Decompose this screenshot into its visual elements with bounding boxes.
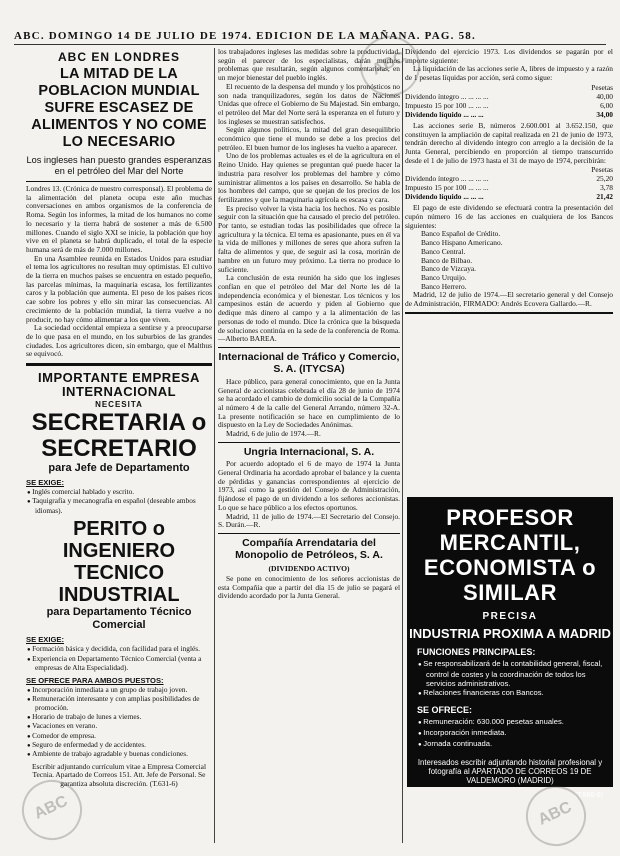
- ad-needs: PRECISA: [482, 611, 538, 622]
- article-paragraph: El recuento de la despensa del mundo y los pronósticos no son nada tranquilizadores, según los datos de Naciones Unidas que ofrece el Gobierno de Su Majestad. Sin embargo, el petróleo del Mar del Norte será la esperanza en el futuro y los ingleses se muestran satisfechos.: [218, 81, 400, 126]
- article-paragraph: los trabajadores ingleses las medidas sobre la productividad, según el parecer de los especialistas, darán muchos problemas que resultarán, según algunos comentaristas, en un mejor bienestar del pueblo inglés.: [218, 48, 400, 83]
- article-paragraph: Uno de los problemas actuales es el de la agricultura en el Reino Unido. Hay quienes se preguntan qué puede hacer la industria para resolver los problemas del hambre y cómo suministrar alimentos a los países en desarrollo. Se habla de los hombres del campo, que se quejan de los precios de los fertilizantes y que la maquinaria agrícola es escasa y cara.: [218, 151, 400, 204]
- ad-role-engineer: PERITO o INGENIERO TECNICO INDUSTRIAL: [58, 518, 180, 607]
- divider: [218, 442, 400, 443]
- ad-company: INDUSTRIA PROXIMA A MADRID: [409, 626, 611, 641]
- ad-contact: Interesados escribir adjuntando historial profesional y fotografía al APARTADO DE CORREOS 19 DE VALDEMORO (MADRID): [417, 758, 603, 786]
- table-header: Pesetas: [591, 82, 613, 92]
- dividend-intro: Dividendo del ejercicio 1973. Los dividendos se pagarán por el importe siguiente:: [405, 48, 613, 65]
- ad-requirement: ● Taquigrafía y mecanografía en español (deseable ambos idiomas).: [26, 497, 212, 515]
- notice-title: Ungria Internacional, S. A.: [243, 445, 375, 458]
- article-paragraph: En una Asamblee reunida en Estados Unidos para estudiar el tema los agricultores no resultan muy optimistas. El cultivo de la tierra en muchos países se encuentra en estado pequeño, las parcelas mínimas, la maquinaria escasa, los fertilizantes caros y la población que aumenta. El peso de los países ricos cae sobre los pobres y ello sin mirar las consecuencias. Al crecimiento de la población mundial, la tierra vuelve a no producir, no hay cómo alimentar a los que viven.: [26, 253, 212, 324]
- ad-offer-item: ● Comedor de empresa.: [26, 732, 212, 741]
- column-middle: [218, 48, 400, 843]
- ad-offer-item: ● Incorporación inmediata.: [417, 728, 603, 739]
- notice-title: Compañía Arrendataria del Monopolio de Petróleos, S. A.: [235, 536, 383, 562]
- article-paragraph: Según algunos políticos, la mitad del gran desequilibrio económico que tiene el mundo se debe a los precios del petróleo. El buen humor de los ingleses ha vuelto a aparecer.: [218, 125, 400, 152]
- divider: [26, 363, 212, 366]
- table-header: Pesetas: [591, 165, 613, 175]
- dividend-paragraph: Las acciones serie B, números 2.600.001 al 3.652.150, que constituyen la ampliación de capital realizada en 21 de junio de 1973, tendrán derecho al dividendo íntegro con arreglo a la decisión de la Junta General, percibiendo en proporción al tiempo transcurrido desde el 1 de julio de 1973 hasta el 31 de mayo de 1974, percibirán:: [405, 120, 613, 165]
- notice-body: Por acuerdo adoptado el 6 de mayo de 1974 la Junta General Ordinaria ha acordado aprobar el balance y la cuenta de pérdidas y ganancias correspondientes al ejercicio de 1973, así como la gestión del Consejo de Administración, fijándose el pago de un dividendo a los señores accionistas. Lo que se hace público a los efectos oportunos.: [218, 459, 400, 512]
- section-label: ABC EN LONDRES: [57, 50, 180, 64]
- list-item: Banco Herrero.: [421, 281, 467, 291]
- list-item: Banco de Bilbao.: [421, 255, 473, 265]
- ad-requirements-label: SE EXIGE:: [26, 478, 64, 488]
- ad-role-for: para Departamento Técnico Comercial: [46, 606, 192, 632]
- notice-title: Internacional de Tráfico y Comercio, S. A. (ITYCSA): [218, 350, 400, 376]
- ad-requirement: ● Formación básica y decidida, con facilidad para el inglés.: [26, 645, 212, 654]
- ad-offer-item: ● Ambiente de trabajo agradable y buenas condiciones.: [26, 750, 212, 759]
- ad-role-secretary: SECRETARIA o SECRETARIO: [31, 409, 207, 463]
- article-paragraph: Londres 13. (Crónica de nuestro corresponsal). El problema de la alimentación del planeta ocupa este año muchas conversaciones en ambos organismos de la conferencia de Roma. Según los informes, la mitad de los humanos no come lo necesario y la tierra habrá de sostener a más de 6.500 millones. Cuando el siglo XXI se inicie, la población que hoy vive en el planeta se habrá duplicado, el total de la especie humana será de más de 7.000 millones.: [26, 184, 212, 254]
- column-left: [26, 48, 212, 843]
- ad-functions-label: FUNCIONES PRINCIPALES:: [417, 647, 536, 657]
- column-divider: [214, 48, 215, 843]
- dividend-signature: Madrid, 12 de julio de 1974.—El secretario general y del Consejo de Administración, FIRMADO: Andrés Ecovera Gallardo.—R.: [405, 290, 613, 309]
- ad-title: PROFESOR MERCANTIL, ECONOMISTA o SIMILAR: [423, 505, 597, 605]
- table-row-total: Dividendo líquido ... ... ... 21,42: [405, 192, 613, 202]
- ad-offer-item: ● Horario de trabajo de lunes a viernes.: [26, 713, 212, 722]
- header-rule: [14, 44, 606, 45]
- ad-offer-item: ● Seguro de enfermedad y de accidentes.: [26, 741, 212, 750]
- ad-offer-item: ● Jornada continuada.: [417, 739, 603, 750]
- ad-offer-item: ● Remuneración interesante y con amplias posibilidades de promoción.: [26, 695, 212, 713]
- table-row: Impuesto 15 por 100 ... ... ... 6,00: [405, 100, 613, 110]
- divider: [26, 181, 212, 182]
- list-item: Banco Español de Crédito.: [421, 229, 501, 239]
- divider: [218, 347, 400, 348]
- article-subhead: Los ingleses han puesto grandes esperanzas en el petróleo del Mar del Norte: [26, 155, 212, 176]
- list-item: Banco Hispano Americano.: [421, 238, 503, 248]
- article-paragraph: La sociedad occidental empieza a sentirse y a preocuparse de lo que pasa en el mundo, en los suburbios de las grandes ciudades. Los agricultores dicen, sin embargo, que el Malthus se equivocó.: [26, 323, 212, 359]
- notice-sign: Madrid, 6 de julio de 1974.—R.: [226, 429, 321, 439]
- ad-function-item: ● Se responsabilizará de la contabilidad general, fiscal, control de costes y la coordinación de todos los servicios administrativos.: [417, 659, 603, 688]
- dividend-table: [405, 165, 613, 201]
- table-row: Impuesto 15 por 100 ... ... ... 3,78: [405, 183, 613, 193]
- column-divider: [402, 48, 403, 843]
- article-headline: LA MITAD DE LA POBLACION MUNDIAL SUFRE ESCASEZ DE ALIMENTOS Y NO COME LO NECESARIO: [31, 66, 207, 150]
- ad-requirement: ● Inglés comercial hablado y escrito.: [26, 488, 212, 497]
- ad-offer-label: SE OFRECE:: [417, 705, 473, 715]
- page-header: ABC. DOMINGO 14 DE JULIO DE 1974. EDICION DE LA MAÑANA. PAG. 58.: [14, 30, 476, 42]
- notice-subtitle: (DIVIDENDO ACTIVO): [268, 563, 350, 573]
- table-row: Dividendo íntegro ... ... ... ... 40,00: [405, 91, 613, 101]
- ad-offer-item: ● Incorporación inmediata a un grupo de trabajo joven.: [26, 686, 212, 695]
- list-item: Banco de Vizcaya.: [421, 264, 477, 274]
- job-ad-professor: [407, 497, 613, 799]
- ad-reference: (T.866-6): [574, 791, 603, 799]
- notice-body: Hace público, para general conocimiento, que en la Junta General de accionistas celebrada el día 28 de junio de 1974 se ha acordado el cambio de domicilio social de la Compañía al número 4 de la calle del General Arrando, número 32-A. La presente notificación se hace en cumplimiento de lo dispuesto en la Ley de Sociedades Anónimas.: [218, 376, 400, 430]
- notice-body: Se pone en conocimiento de los señores accionistas de esta Compañía que a partir del día 15 de julio se pagará el dividendo acordado por la Junta General.: [218, 573, 400, 601]
- ad-contact: Escribir adjuntando currículum vitae a Empresa Comercial Tecnia. Apartado de Correos 151. Att. Jefe de Personal. Se garantiza absoluta discreción. (T.631-6): [31, 761, 207, 789]
- notice-sign: Madrid, 11 de julio de 1974.—El Secretario del Consejo. S. Durán.—R.: [218, 511, 400, 530]
- ad-offer-item: ● Remuneración: 630.000 pesetas anuales.: [417, 717, 603, 728]
- ad-offer-item: ● Vacaciones en verano.: [26, 722, 212, 731]
- divider: [218, 533, 400, 534]
- job-ad-international: [26, 371, 212, 789]
- ad-function-item: ● Relaciones financieras con Bancos.: [417, 688, 603, 699]
- dividend-paragraph: El pago de este dividendo se efectuará contra la presentación del cupón número 16 de las acciones en cualquiera de los Bancos siguientes:: [405, 203, 613, 230]
- watermark-stamp: ABC: [350, 26, 430, 106]
- ad-role-for: para Jefe de Departamento: [48, 462, 190, 475]
- dividend-table: [405, 83, 613, 119]
- bank-list: [405, 230, 613, 291]
- ad-title: IMPORTANTE EMPRESA INTERNACIONAL: [38, 370, 200, 400]
- watermark-stamp: ABC: [516, 776, 596, 856]
- ad-requirements-label: SE EXIGE:: [26, 635, 64, 645]
- list-item: Banco Central.: [421, 246, 466, 256]
- ad-requirement: ● Experiencia en Departamento Técnico Comercial (venta a empresas de Alta Especialidad).: [26, 655, 212, 673]
- article-paragraph: La conclusión de esta reunión ha sido que los ingleses confían en que el petróleo del Mar del Norte les dé la independencia económica y el bienestar. Los técnicos y los campesinos están de acuerdo y piden al Gobierno que dedique más dinero al campo y a la alimentación de las personas de todo el mundo. Dice la crónica que la búsqueda de soluciones continúa en la sede de la conferencia de Roma.—Alberto BAREA.: [218, 273, 400, 344]
- ad-offer-label: SE OFRECE PARA AMBOS PUESTOS:: [26, 675, 164, 685]
- ad-needs: NECESITA: [95, 400, 143, 410]
- table-row: Dividendo íntegro ... ... ... ... 25,20: [405, 174, 613, 184]
- article-paragraph: Es preciso volver la vista hacia los hechos. No es posible seguir con la situación que ha causado el precio del petróleo. Por tanto, se estudian todas las posibilidades que ofrece la agricultura y la técnica. El tema es apasionante, pues en él va la vida de millones y millones de seres que ahora sufren la falta de alimentos y que, de seguir así la cosa, morirán de hambre en un futuro muy próximo. La tierra no produce lo suficiente.: [218, 203, 400, 274]
- watermark-stamp: ABC: [12, 770, 92, 850]
- list-item: Banco Urquijo.: [421, 272, 467, 282]
- table-row-total: Dividendo líquido ... ... ... 34,00: [405, 109, 613, 119]
- dividend-intro: La liquidación de las acciones serie A, libres de impuesto y a razón de 1 pesetas líquidas por acción, será como sigue:: [405, 64, 613, 83]
- divider: [405, 312, 613, 314]
